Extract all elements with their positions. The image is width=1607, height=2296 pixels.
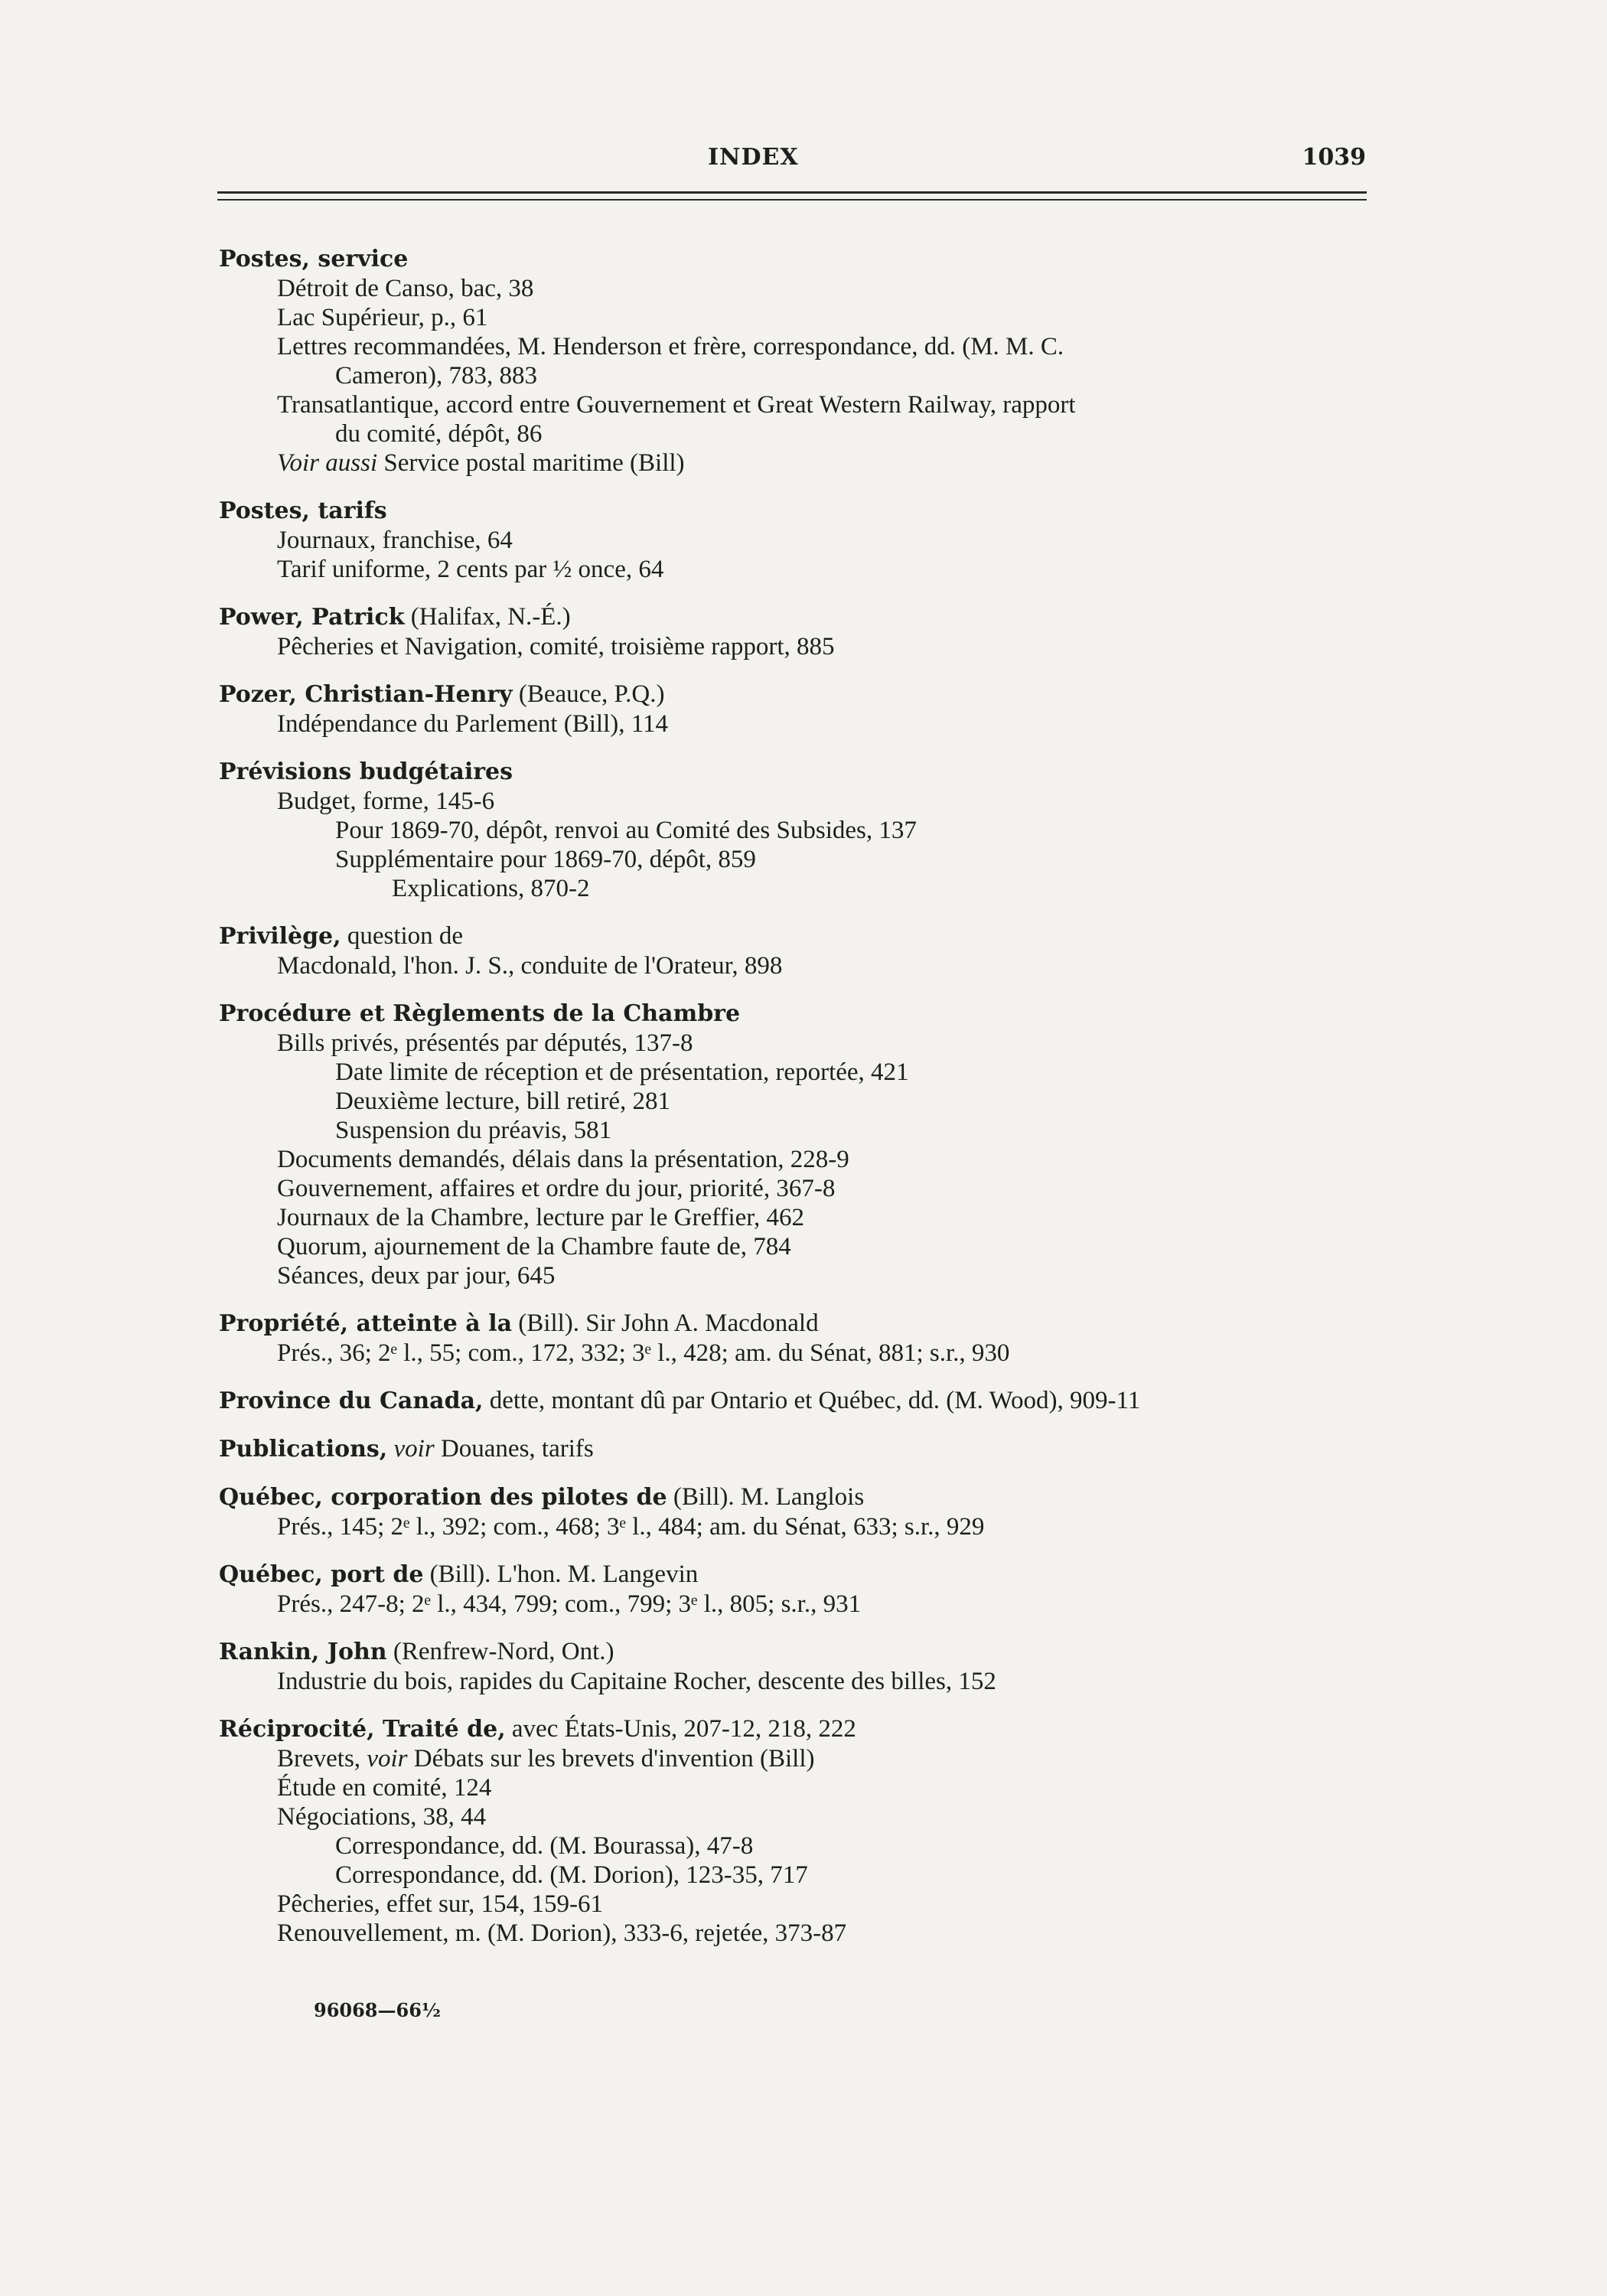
entry-heading: Publications, — [219, 1436, 388, 1463]
sub-entry: Date limite de réception et de présentation, reportée, 421 — [335, 1058, 909, 1086]
sub-entry: Journaux, franchise, 64 — [277, 527, 513, 554]
sub-entry: Étude en comité, 124 — [277, 1774, 492, 1802]
sub-entry: Pêcheries et Navigation, comité, troisième rapport, 885 — [277, 633, 835, 660]
index-entry — [219, 921, 1367, 980]
entry-heading-line — [219, 1482, 1367, 1512]
entry-heading: Québec, corporation des pilotes de — [219, 1484, 667, 1511]
index-entry — [219, 243, 1367, 478]
sub-entry: Tarif uniforme, 2 cents par ½ once, 64 — [277, 556, 664, 583]
bill-history: Prés., 145; 2ᵉ l., 392; com., 468; 3ᵉ l., 484; am. du Sénat, 633; s.r., 929 — [277, 1513, 985, 1541]
sub-entry: Industrie du bois, rapides du Capitaine Rocher, descente des billes, 152 — [277, 1668, 996, 1695]
cross-reference-text: Service postal maritime (Bill) — [377, 449, 685, 477]
entry-heading: Prévisions budgétaires — [219, 758, 513, 785]
index-entry — [219, 998, 1367, 1290]
header-rule — [217, 199, 1367, 201]
entry-heading: Province du Canada, — [219, 1388, 484, 1414]
sub-entry: Transatlantique, accord entre Gouvernement et Great Western Railway, rapport — [277, 391, 1076, 419]
sub-entry: Budget, forme, 145-6 — [277, 788, 495, 815]
entry-heading-line — [219, 602, 1367, 632]
sub-entry: Lettres recommandées, M. Henderson et frère, correspondance, dd. (M. M. C. — [277, 333, 1064, 360]
sub-entry-continuation: Cameron), 783, 883 — [335, 362, 537, 390]
entry-heading: Procédure et Règlements de la Chambre — [219, 1000, 741, 1027]
entry-heading-detail: (Bill). Sir John A. Macdonald — [512, 1309, 819, 1337]
sub-entry: Pêcheries, effet sur, 154, 159-61 — [277, 1890, 604, 1918]
entry-heading: Postes, tarifs — [219, 497, 387, 524]
see-label: voir — [367, 1745, 408, 1773]
entry-heading-detail: question de — [341, 922, 464, 950]
entry-heading-line — [219, 1714, 1367, 1744]
entry-heading: Réciprocité, Traité de, — [219, 1716, 506, 1743]
sub-entry: Macdonald, l'hon. J. S., conduite de l'Orateur, 898 — [277, 952, 783, 980]
sub-entry: Supplémentaire pour 1869-70, dépôt, 859 — [335, 846, 756, 873]
entry-heading-line — [219, 1433, 1367, 1464]
page-title: INDEX — [708, 144, 799, 171]
index-entry — [219, 1559, 1367, 1619]
see-label: voir — [387, 1435, 435, 1463]
sub-entry-continuation: du comité, dépôt, 86 — [335, 420, 543, 448]
entry-heading-detail: Douanes, tarifs — [434, 1435, 594, 1463]
index-entry — [219, 1385, 1367, 1416]
sub-entry: Renouvellement, m. (M. Dorion), 333-6, rejetée, 373-87 — [277, 1919, 847, 1947]
bill-history: Prés., 247-8; 2ᵉ l., 434, 799; com., 799; 3ᵉ l., 805; s.r., 931 — [277, 1590, 862, 1618]
sub-entry: Quorum, ajournement de la Chambre faute de, 784 — [277, 1233, 791, 1261]
sub-entry: Négociations, 38, 44 — [277, 1803, 487, 1831]
cross-reference-text: Débats sur les brevets d'invention (Bill) — [407, 1745, 815, 1773]
sub-entry: Indépendance du Parlement (Bill), 114 — [277, 710, 669, 738]
entry-heading-line — [219, 679, 1367, 709]
entry-heading-line — [219, 921, 1367, 951]
sub-entry: Suspension du préavis, 581 — [335, 1117, 612, 1144]
entry-heading: Privilège, — [219, 923, 341, 950]
entry-heading-detail: (Bill). L'hon. M. Langevin — [423, 1561, 699, 1588]
sub-entry: Deuxième lecture, bill retiré, 281 — [335, 1088, 670, 1115]
printer-code: 96068—66½ — [314, 1999, 441, 2021]
entry-heading-line — [219, 243, 1367, 274]
index-entry — [219, 756, 1367, 903]
sub-entry: Détroit de Canso, bac, 38 — [277, 275, 534, 302]
cross-reference — [219, 1744, 1367, 1773]
entry-heading: Rankin, John — [219, 1639, 387, 1665]
sub-entry: Journaux de la Chambre, lecture par le Greffier, 462 — [277, 1204, 804, 1231]
sub-entry: Correspondance, dd. (M. Dorion), 123-35, 717 — [335, 1861, 808, 1889]
entry-heading: Québec, port de — [219, 1561, 424, 1588]
entry-heading-line — [219, 1308, 1367, 1339]
index-entry — [219, 679, 1367, 739]
entry-heading: Postes, service — [219, 246, 409, 272]
sub-entry: Correspondance, dd. (M. Bourassa), 47-8 — [335, 1832, 754, 1860]
entry-heading-line — [219, 998, 1367, 1029]
entry-heading: Power, Patrick — [219, 604, 405, 631]
sub-entry: Explications, 870-2 — [392, 875, 590, 902]
page-number: 1039 — [1302, 144, 1366, 171]
header-rule — [217, 191, 1367, 194]
sub-entry: Lac Supérieur, p., 61 — [277, 304, 488, 331]
index-entry — [219, 495, 1367, 584]
entry-heading-detail: (Beauce, P.Q.) — [512, 680, 665, 708]
entry-heading-line — [219, 1385, 1367, 1416]
entry-heading-detail: avec États-Unis, 207-12, 218, 222 — [505, 1715, 856, 1743]
sub-entry: Documents demandés, délais dans la présentation, 228-9 — [277, 1146, 849, 1173]
entry-heading-line — [219, 495, 1367, 526]
see-also-label: Voir aussi — [277, 449, 378, 477]
entry-heading-line — [219, 1636, 1367, 1667]
index-entry — [219, 1714, 1367, 1948]
entry-heading: Pozer, Christian-Henry — [219, 681, 513, 708]
entry-heading-detail: dette, montant dû par Ontario et Québec, dd. (M. Wood), 909-11 — [483, 1387, 1141, 1414]
sub-entry: Séances, deux par jour, 645 — [277, 1262, 556, 1290]
entry-heading-detail: (Bill). M. Langlois — [667, 1483, 865, 1511]
cross-reference — [219, 448, 1367, 478]
index-entry — [219, 1636, 1367, 1696]
running-header — [0, 144, 1607, 182]
entry-heading-detail: (Renfrew-Nord, Ont.) — [386, 1638, 614, 1665]
index-entry — [219, 602, 1367, 661]
cross-reference-prefix: Brevets, — [277, 1745, 367, 1773]
index-entry — [219, 1482, 1367, 1541]
entry-heading: Propriété, atteinte à la — [219, 1310, 513, 1337]
bill-history: Prés., 36; 2ᵉ l., 55; com., 172, 332; 3ᵉ l., 428; am. du Sénat, 881; s.r., 930 — [277, 1339, 1010, 1367]
entry-heading-detail: (Halifax, N.-É.) — [404, 603, 571, 631]
sub-entry: Bills privés, présentés par députés, 137-8 — [277, 1029, 693, 1057]
index-entry — [219, 1433, 1367, 1464]
sub-entry: Pour 1869-70, dépôt, renvoi au Comité des Subsides, 137 — [335, 817, 917, 844]
sub-entry: Gouvernement, affaires et ordre du jour, priorité, 367-8 — [277, 1175, 836, 1202]
index-entry — [219, 1308, 1367, 1368]
entry-heading-line — [219, 756, 1367, 787]
entry-heading-line — [219, 1559, 1367, 1590]
index-body — [219, 243, 1367, 1965]
